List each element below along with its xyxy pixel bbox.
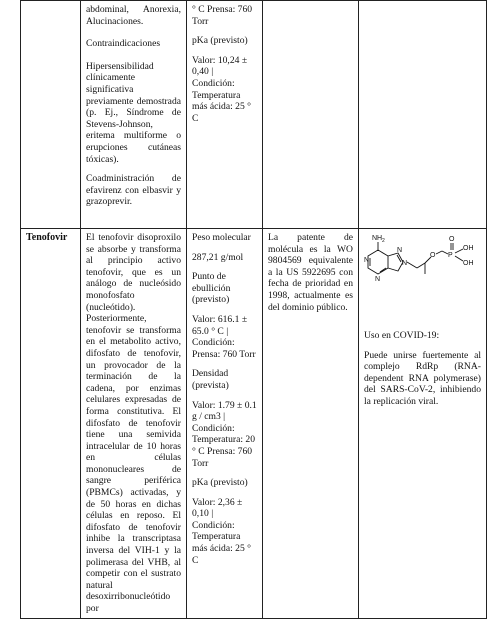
o-label: O bbox=[449, 236, 455, 243]
pka-value: Valor: 10,24 ± 0,40 | Condición: Temperatura más ácida: 25 ° C bbox=[192, 54, 251, 124]
density-label: Densidad (prevista) bbox=[192, 368, 229, 391]
boiling-point-label: Punto de ebullición (previsto) bbox=[192, 271, 231, 306]
patent-cell bbox=[263, 229, 359, 619]
drug-name-cell bbox=[21, 1, 81, 229]
patent-cell bbox=[263, 1, 359, 229]
n-label: N bbox=[375, 276, 381, 283]
boiling-point-value: Valor: 616.1 ± 65.0 ° C | Condición: Prensa: 760 Torr bbox=[192, 313, 256, 360]
drug-name: Tenofovir bbox=[26, 232, 68, 243]
n-label: N bbox=[402, 260, 408, 267]
table-row bbox=[21, 229, 487, 619]
pka-label: pKa (previsto) bbox=[192, 477, 248, 489]
n-label: N bbox=[364, 257, 370, 264]
molecular-weight-label: Peso molecular bbox=[192, 232, 251, 243]
oh-label: OH bbox=[463, 245, 474, 252]
adverse-effects-line1: abdominal, Anorexia, bbox=[86, 4, 181, 15]
pka-label: pKa (previsto) bbox=[192, 35, 248, 47]
contraindications-text: Hipersensibilidad clínicamente significativa previamente demostrada (p. Ej., Síndrome de Stevens-Johnson, eritema multiforme o erupciones cutáneas tóxicas). bbox=[86, 60, 181, 165]
molecular-weight-value: 287,21 g/mol bbox=[192, 251, 244, 263]
notes-cell bbox=[359, 1, 487, 229]
p-label: P bbox=[448, 252, 453, 259]
table-row bbox=[21, 1, 487, 229]
tenofovir-structure-image bbox=[364, 232, 482, 310]
nh2-label: NH bbox=[372, 235, 383, 242]
pka-value: Valor: 2,36 ± 0,10 | Condición: Temperatura más ácida: 25 ° C bbox=[192, 496, 251, 566]
covid-heading: Uso en COVID-19: bbox=[364, 330, 440, 341]
notes-cell bbox=[359, 229, 487, 619]
n-label: N bbox=[397, 247, 403, 254]
description-cell bbox=[81, 229, 187, 619]
adverse-effects-line2: Alucinaciones. bbox=[86, 15, 144, 27]
mechanism-description: El tenofovir disoproxilo se absorbe y transforma al principio activo tenofovir, que es un análogo de nucleósido monofosfato (nucleótido). Posteriormente, tenofovir se transforma en el metabolito activo, difosfato de tenofovir, un provocador de la terminación de la cadena, por enzimas celulares expresadas de forma constitutiva. El difosfato de tenofovir tiene una semivida intracelular de 10 horas en células mononucleares de sangre periférica (PBMCs) activadas, y de 50 horas en dichas células en reposo. El difosfato de tenofovir inhibe la transcriptasa inversa del VIH-1 y la polimerasa del VHB, al competir con el sustrato natural desoxirribonucleótido por bbox=[86, 232, 181, 614]
description-cell bbox=[81, 1, 187, 229]
patent-text: La patente de molécula es la WO 9804569 equivalente a la US 5922695 con fecha de prioridad en 1998, actualmente es del dominio público. bbox=[268, 232, 353, 313]
contraindications-heading: Contraindicaciones bbox=[86, 38, 161, 50]
covid-text: Puede unirse fuertemente al complejo RdRp (RNA-dependent RNA polymerase) del SARS-CoV-2, inhibiendo la replicación viral. bbox=[364, 349, 481, 407]
properties-cell bbox=[187, 1, 263, 229]
o-label: O bbox=[430, 252, 436, 259]
drug-name-cell bbox=[21, 229, 81, 619]
pressure-line: ° C Prensa: 760 Torr bbox=[192, 4, 253, 27]
density-value: Valor: 1.79 ± 0.1 g / cm3 | Condición: Temperatura: 20 ° C Prensa: 760 Torr bbox=[192, 399, 257, 469]
nh2-subscript: 2 bbox=[382, 238, 385, 244]
oh-label: OH bbox=[463, 260, 474, 267]
coadministration-text: Coadministración de efavirenz con elbasvir y grazoprevir. bbox=[86, 173, 181, 208]
drug-comparison-table bbox=[20, 0, 487, 619]
properties-cell bbox=[187, 229, 263, 619]
